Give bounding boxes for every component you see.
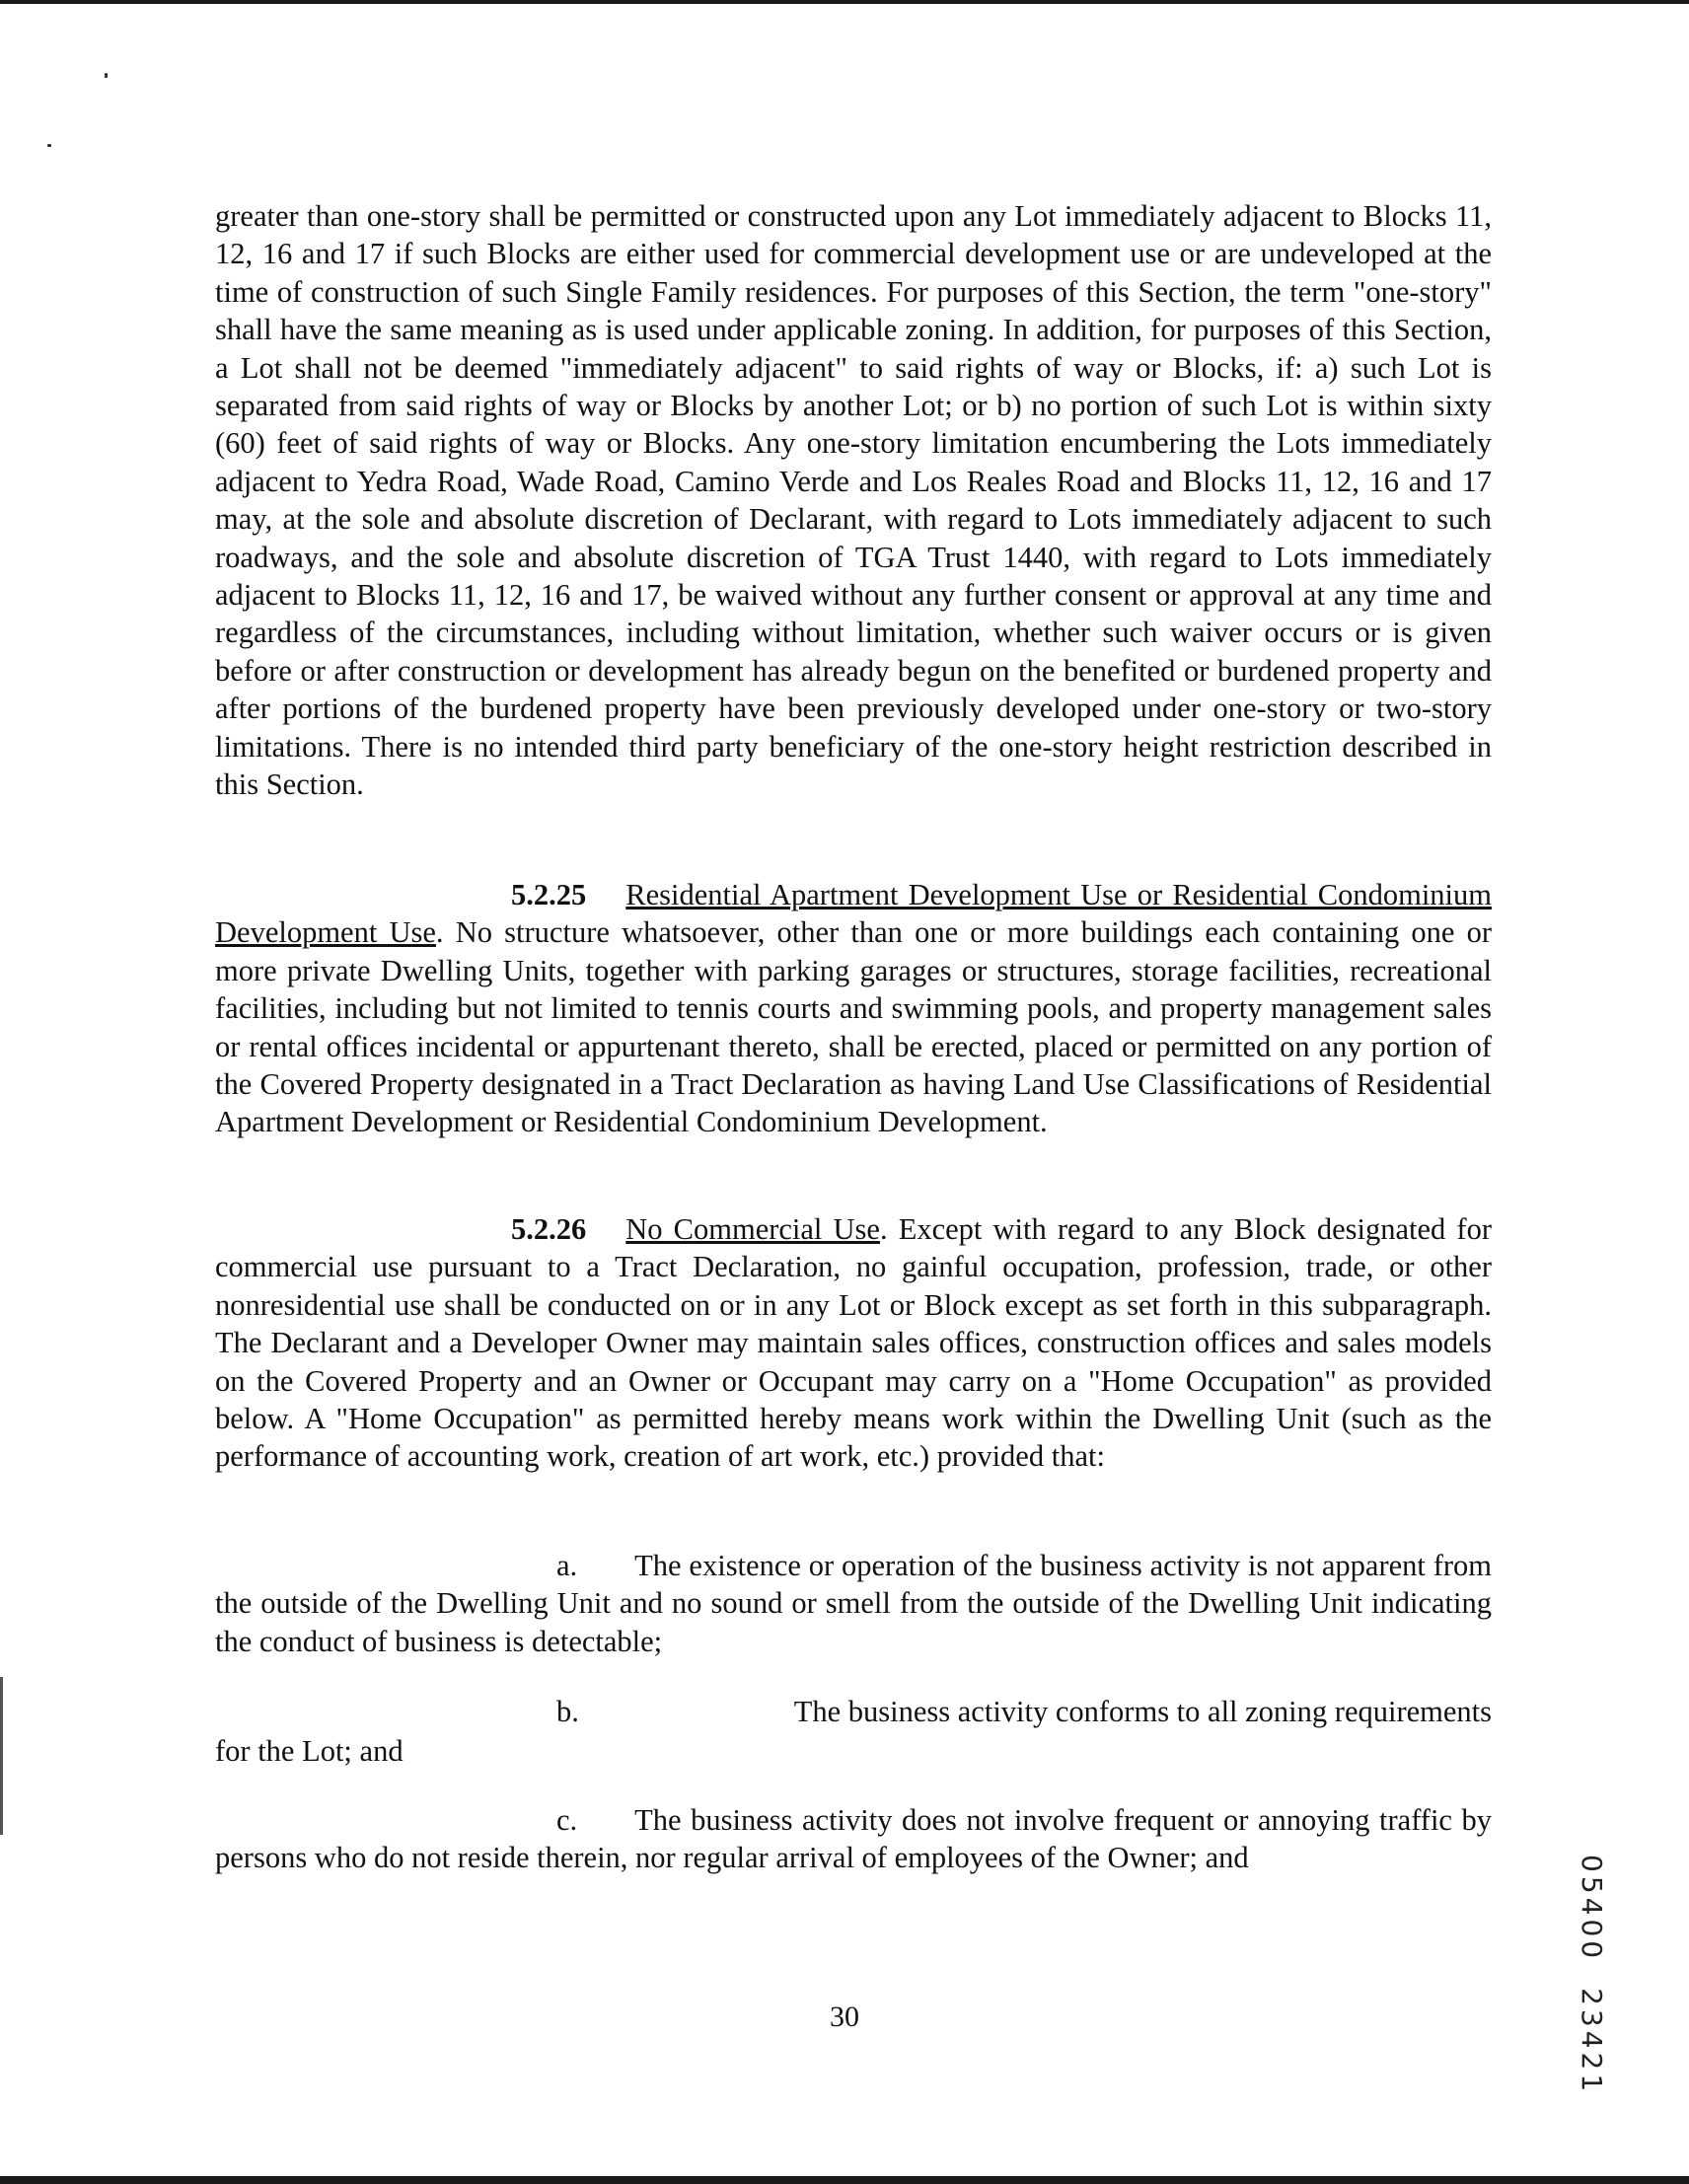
- subparagraph-label: b.: [556, 1695, 579, 1728]
- subparagraph-b-line2: [215, 1732, 1492, 1770]
- subparagraph-a: [215, 1547, 1492, 1660]
- section-number: 5.2.26: [511, 1212, 587, 1246]
- subparagraph-text: The business activity does not involve frequent or annoying traffic by persons who do not reside therein, nor regular arrival of employees of the Owner; and: [215, 1803, 1492, 1875]
- page-number: 30: [830, 2001, 859, 2033]
- subparagraph-c: [215, 1801, 1492, 1877]
- section-5-2-26: 5.2.26 No Commercial Use. Except with regard to any Block designated for commercial use pursuant to a Tract Declaration, no gainful occupation, profession, trade, or other nonresidential use shall be conducted on or in any Lot or Block except as set forth in this subparagraph. The Declarant and a Developer Owner may maintain sales offices, construction offices and sales models on the Covered Property and an Owner or Occupant may carry on a "Home Occupation" as provided below. A "Home Occupation" as permitted hereby means work within the Dwelling Unit (such as the performance of accounting work, creation of art work, etc.) provided that:: [215, 1212, 1492, 1474]
- subparagraph-b: [215, 1693, 1492, 1771]
- scan-top-border: [0, 0, 1689, 4]
- scan-speck: [47, 144, 51, 147]
- scan-bottom-border: [0, 2176, 1689, 2184]
- section-indent: [215, 1212, 511, 1246]
- paragraph-continuation: [215, 197, 1492, 804]
- bates-stamp-part2: 23421: [1576, 1988, 1608, 2096]
- bates-stamp: [1576, 1855, 1608, 2095]
- subparagraph-indent: [215, 1803, 556, 1837]
- subparagraph-text-line1: The business activity conforms to all zoning requirements: [793, 1695, 1492, 1728]
- subparagraph-b-line1: [215, 1693, 1492, 1730]
- scan-margin-mark: [0, 1677, 3, 1835]
- subparagraph-label: a.: [556, 1549, 578, 1582]
- subparagraph-label: c.: [556, 1803, 578, 1837]
- section-body: No structure whatsoever, other than one or more buildings each containing one or more private Dwelling Units, together with parking garages or structures, storage facilities, recreational facilities, including but not limited to tennis courts and swimming pools, and property management sales or rental offices incidental or appurtenant thereto, shall be erected, placed or permitted on any portion of the Covered Property designated in a Tract Declaration as having Land Use Classifications of Residential Apartment Development or Residential Condominium Development.: [215, 915, 1492, 1139]
- section-number: 5.2.25: [511, 878, 587, 911]
- section-heading: Residential Apartment Development Use or Residential Condominium Development Use: [215, 878, 1492, 950]
- section-body: Except with regard to any Block designated for commercial use pursuant to a Tract Declaration, no gainful occupation, profession, trade, or other nonresidential use shall be conducted on or in any Lot or Block except as set forth in this subparagraph. The Declarant and a Developer Owner may maintain sales offices, construction offices and sales models on the Covered Property and an Owner or Occupant may carry on a "Home Occupation" as provided below. A "Home Occupation" as permitted hereby means work within the Dwelling Unit (such as the performance of accounting work, creation of art work, etc.) provided that:: [215, 1212, 1492, 1474]
- section-heading: No Commercial Use: [625, 1212, 880, 1246]
- section-indent: [215, 878, 511, 911]
- subparagraph-indent: [215, 1549, 556, 1582]
- subparagraph-text: The existence or operation of the business activity is not apparent from the outside of the Dwelling Unit and no sound or smell from the outside of the Dwelling Unit indicating the conduct of business is detectable;: [215, 1549, 1492, 1658]
- paragraph-continuation-text: greater than one-story shall be permitted or constructed upon any Lot immediately adjacent to Blocks 11, 12, 16 and 17 if such Blocks are either used for commercial development use or are undeveloped at the time of construction of such Single Family residences. For purposes of this Section, the term "one-story" shall have the same meaning as is used under applicable zoning. In addition, for purposes of this Section, a Lot shall not be deemed "immediately adjacent" to said rights of way or Blocks, if: a) such Lot is separated from said rights of way or Blocks by another Lot; or b) no portion of such Lot is within sixty (60) feet of said rights of way or Blocks. Any one-story limitation encumbering the Lots immediately adjacent to Yedra Road, Wade Road, Camino Verde and Los Reales Road and Blocks 11, 12, 16 and 17 may, at the sole and absolute discretion of Declarant, with regard to Lots immediately adjacent to such roadways, and the sole and absolute discretion of TGA Trust 1440, with regard to Lots immediately adjacent to Blocks 11, 12, 16 and 17, be waived without any further consent or approval at any time and regardless of the circumstances, including without limitation, whether such waiver occurs or is given before or after construction or development has already begun on the benefited or burdened property and after portions of the burdened property have been previously developed under one-story or two-story limitations. There is no intended third party beneficiary of the one-story height restriction described in this Section.: [215, 199, 1492, 802]
- subparagraph-text-line2: for the Lot; and: [215, 1734, 404, 1769]
- scan-speck: [105, 73, 108, 78]
- section-5-2-25: 5.2.25 Residential Apartment Development Use or Residential Condominium Development Use. No structure whatsoever, other than one or more buildings each containing one or more private Dwelling Units, together with parking garages or structures, storage facilities, recreational facilities, including but not limited to tennis courts and swimming pools, and property management sales or rental offices incidental or appurtenant thereto, shall be erected, placed or permitted on any portion of the Covered Property designated in a Tract Declaration as having Land Use Classifications of Residential Apartment Development or Residential Condominium Development.: [215, 878, 1492, 1139]
- bates-stamp-part1: 05400: [1576, 1855, 1608, 1963]
